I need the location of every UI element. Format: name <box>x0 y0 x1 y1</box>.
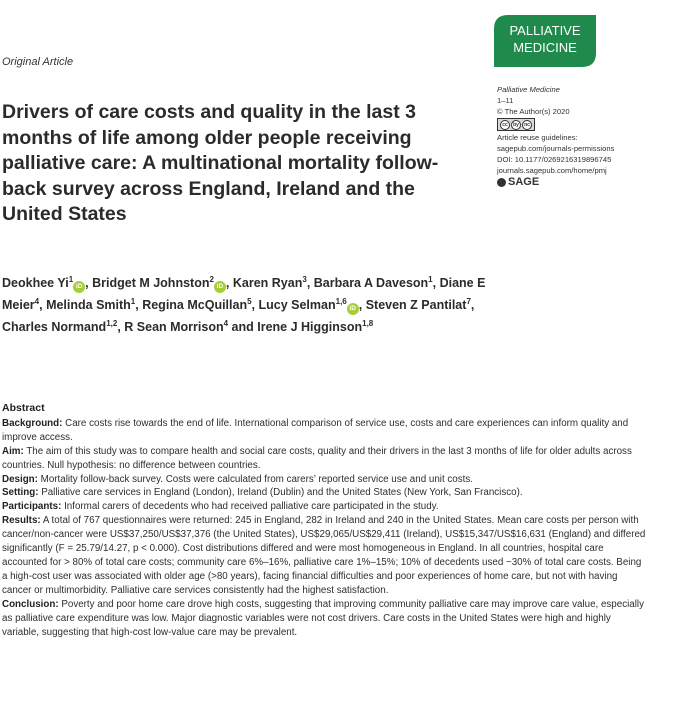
author-name: Deokhee Yi <box>2 276 69 291</box>
abstract-setting <box>2 486 648 500</box>
journal-meta <box>497 84 614 188</box>
abstract <box>2 402 648 639</box>
author-list <box>2 271 502 336</box>
author-name: Karen Ryan <box>232 276 303 291</box>
orcid-icon[interactable]: iD <box>73 281 85 293</box>
author-affiliation: 1 <box>68 275 74 284</box>
sage-icon <box>497 178 506 187</box>
abstract-label: Design: <box>2 473 38 485</box>
author-separator: , <box>39 298 47 313</box>
by-icon: by <box>511 120 521 130</box>
article-title: Drivers of care costs and quality in the last 3 months of life among older people receiving palliative care: A multinational mortality follow-back survey across England, Ireland and the United States <box>2 101 439 225</box>
abstract-participants <box>2 500 648 514</box>
abstract-text: Poverty and poor home care drove high costs, suggesting that improving community palliative care may improve care value, especially as palliative care expenditure was low. Major diagnostic variables were not cost drivers. Care costs in the United States were high and highly variable, suggesting that high-cost low-value care may be prevalent. <box>2 598 644 638</box>
meta-pages: 1–11 <box>497 96 514 105</box>
author-name: R Sean Morrison <box>124 320 224 335</box>
cc-icon: cc <box>500 120 510 130</box>
author-name: Barbara A Daveson <box>313 276 429 291</box>
author-affiliation: 1 <box>130 297 136 307</box>
abstract-background <box>2 417 648 445</box>
author-separator: , <box>470 298 475 313</box>
meta-doi[interactable]: DOI: 10.1177/0269216319896745 <box>497 155 612 164</box>
abstract-text: The aim of this study was to compare health and social care costs, quality and their drivers in the last 3 months of life for older adults across countries. Null hypothesis: no difference between countries. <box>2 445 632 471</box>
author-affiliation: 4 <box>34 297 40 307</box>
abstract-text: Care costs rise towards the end of life. International comparison of service use, costs and care experiences can inform quality and improve access. <box>2 417 629 443</box>
publisher-name: SAGE <box>508 176 540 188</box>
abstract-design <box>2 473 648 487</box>
author-name: Steven Z Pantilat <box>365 298 467 313</box>
abstract-results <box>2 514 648 597</box>
abstract-label: Setting: <box>2 487 39 499</box>
author-name: Bridget M Johnston <box>92 276 210 291</box>
author-affiliation: 4 <box>223 319 229 329</box>
author-affiliation: 1 <box>428 275 433 284</box>
orcid-icon[interactable]: iD <box>347 303 359 315</box>
author-affiliation: 7 <box>466 297 471 307</box>
author-separator: , <box>117 320 125 335</box>
abstract-label: Participants: <box>2 501 62 513</box>
orcid-icon[interactable]: iD <box>214 281 226 293</box>
author-name: Lucy Selman <box>258 298 336 313</box>
logo-line2: MEDICINE <box>513 40 577 55</box>
meta-reuse-link[interactable]: sagepub.com/journals-permissions <box>497 144 615 153</box>
license-badge[interactable] <box>497 118 535 131</box>
author-affiliation: 1,2 <box>106 319 118 329</box>
journal-logo <box>494 13 596 69</box>
nc-icon: nc <box>522 120 532 130</box>
abstract-text: Palliative care services in England (London), Ireland (Dublin) and the United States (New York, San Francisco). <box>38 487 523 499</box>
abstract-heading: Abstract <box>2 402 45 414</box>
abstract-label: Results: <box>2 515 41 527</box>
meta-journal: Palliative Medicine <box>497 85 560 94</box>
author-name: Regina McQuillan <box>142 298 248 313</box>
meta-copyright: © The Author(s) 2020 <box>497 107 570 116</box>
author-affiliation: 5 <box>247 297 252 307</box>
author-name: Melinda Smith <box>46 298 131 313</box>
meta-journal-link[interactable]: journals.sagepub.com/home/pmj <box>497 166 607 175</box>
author-separator: , <box>225 276 233 291</box>
author-name: and Irene J Higginson <box>231 320 363 335</box>
abstract-conclusion <box>2 598 648 640</box>
publisher-logo <box>497 177 614 188</box>
abstract-text: A total of 767 questionnaires were returned: 245 in England, 282 in Ireland and 240 in the United States. Mean care costs per person with cancer/non-cancer were US$37,250/US$37,376 (the United States), US$29,065/US$29,411 (Ireland), US$15,347/US$16,631 (England) and differed significantly (F = 25.79/14.27, p < 0.000). Cost distributions differed and were most homogeneous in England. In all countries, hospital care accounted for > 80% of total care costs; community care 6%–16%, palliative care 1%–15%; 10% of decedents used ~30% of total care costs. Being a high-cost user was associated with older age (>80 years), facing financial difficulties and poor experiences of home care, but not with having cancer or multimorbidity. Palliative care services consistently had the highest satisfaction. <box>2 515 646 596</box>
author-name: Charles Normand <box>2 320 107 335</box>
author-separator: , <box>85 276 93 291</box>
abstract-label: Aim: <box>2 445 24 457</box>
abstract-text: Informal carers of decedents who had received palliative care participated in the study. <box>61 501 439 513</box>
author-affiliation: 2 <box>209 275 214 284</box>
author-separator: , <box>432 276 440 291</box>
meta-reuse-label: Article reuse guidelines: <box>497 133 578 142</box>
author-name: Diane E Meier <box>2 276 486 313</box>
logo-line1: PALLIATIVE <box>509 23 581 38</box>
abstract-text: Mortality follow-back survey. Costs were calculated from carers’ reported service use and unit costs. <box>37 473 473 485</box>
author-separator: , <box>251 298 259 313</box>
article-type: Original Article <box>2 56 74 68</box>
author-separator: , <box>306 276 314 291</box>
author-separator: , <box>135 298 143 313</box>
abstract-label: Conclusion: <box>2 598 59 610</box>
abstract-aim <box>2 445 648 473</box>
author-separator: , <box>358 298 366 313</box>
author-affiliation: 3 <box>302 275 307 284</box>
author-affiliation: 1,8 <box>362 319 374 329</box>
author-affiliation: 1,6 <box>335 297 347 307</box>
abstract-label: Background: <box>2 417 63 429</box>
